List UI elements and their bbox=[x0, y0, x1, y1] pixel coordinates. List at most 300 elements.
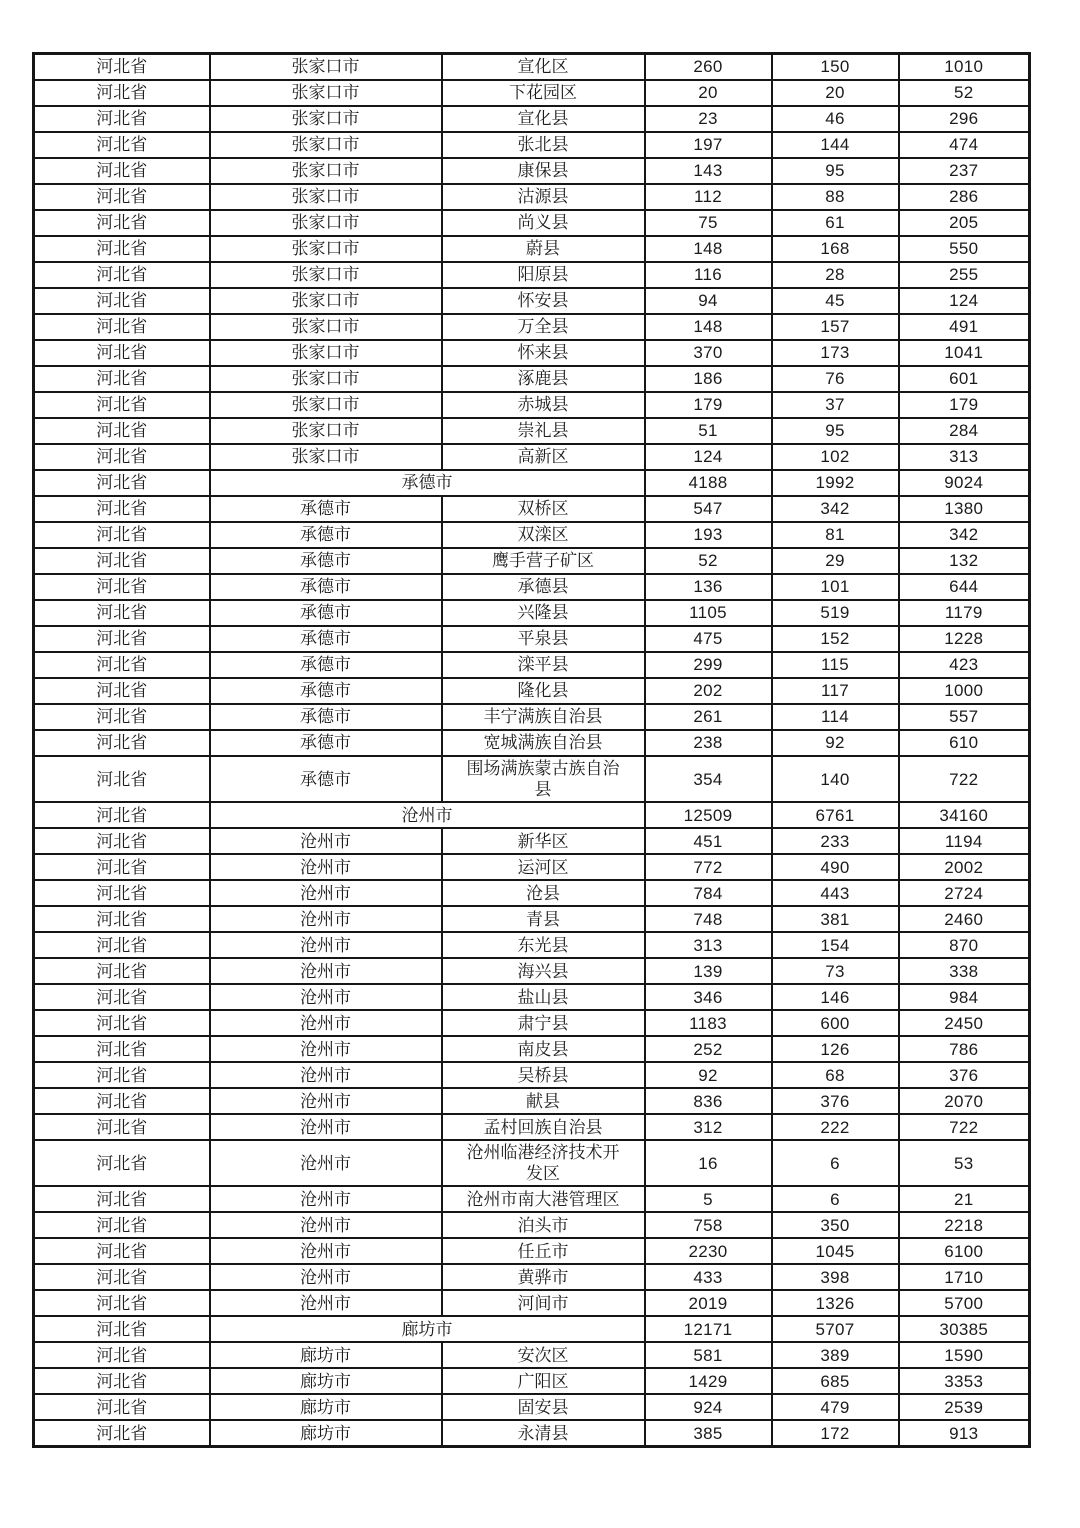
table-row bbox=[34, 548, 1030, 574]
province-cell: 河北省 bbox=[34, 496, 210, 522]
value-cell-2: 173 bbox=[772, 340, 899, 366]
city-cell: 沧州市 bbox=[210, 1010, 442, 1036]
province-cell: 河北省 bbox=[34, 340, 210, 366]
province-cell: 河北省 bbox=[34, 1212, 210, 1238]
value-cell-1: 433 bbox=[645, 1264, 772, 1290]
province-cell: 河北省 bbox=[34, 210, 210, 236]
value-cell-1: 1105 bbox=[645, 600, 772, 626]
value-cell-2: 398 bbox=[772, 1264, 899, 1290]
value-cell-3: 1010 bbox=[899, 54, 1030, 81]
district-cell: 兴隆县 bbox=[442, 600, 645, 626]
value-cell-1: 179 bbox=[645, 392, 772, 418]
city-summary-row bbox=[34, 470, 1030, 496]
value-cell-2: 490 bbox=[772, 854, 899, 880]
city-cell: 承德市 bbox=[210, 522, 442, 548]
city-cell: 张家口市 bbox=[210, 54, 442, 81]
value-cell-1: 252 bbox=[645, 1036, 772, 1062]
value-cell-1: 299 bbox=[645, 652, 772, 678]
district-cell: 青县 bbox=[442, 906, 645, 932]
value-cell-1: 313 bbox=[645, 932, 772, 958]
district-cell: 宣化县 bbox=[442, 106, 645, 132]
value-cell-2: 76 bbox=[772, 366, 899, 392]
statistics-table-container bbox=[32, 52, 1028, 1448]
district-cell: 承德县 bbox=[442, 574, 645, 600]
city-cell: 承德市 bbox=[210, 600, 442, 626]
district-cell: 沽源县 bbox=[442, 184, 645, 210]
value-cell-3: 722 bbox=[899, 1114, 1030, 1140]
district-cell: 安次区 bbox=[442, 1342, 645, 1368]
province-cell: 河北省 bbox=[34, 704, 210, 730]
table-row bbox=[34, 880, 1030, 906]
province-cell: 河北省 bbox=[34, 184, 210, 210]
district-cell: 运河区 bbox=[442, 854, 645, 880]
value-cell-2: 1045 bbox=[772, 1238, 899, 1264]
value-cell-3: 423 bbox=[899, 652, 1030, 678]
city-cell: 张家口市 bbox=[210, 444, 442, 470]
district-cell: 肃宁县 bbox=[442, 1010, 645, 1036]
value-cell-2: 20 bbox=[772, 80, 899, 106]
province-cell: 河北省 bbox=[34, 880, 210, 906]
table-row bbox=[34, 496, 1030, 522]
value-cell-3: 474 bbox=[899, 132, 1030, 158]
city-cell: 沧州市 bbox=[210, 932, 442, 958]
value-cell-3: 557 bbox=[899, 704, 1030, 730]
value-cell-3: 53 bbox=[899, 1140, 1030, 1186]
value-cell-2: 157 bbox=[772, 314, 899, 340]
city-cell: 张家口市 bbox=[210, 158, 442, 184]
value-cell-3: 286 bbox=[899, 184, 1030, 210]
district-cell: 阳原县 bbox=[442, 262, 645, 288]
district-cell: 平泉县 bbox=[442, 626, 645, 652]
district-cell: 赤城县 bbox=[442, 392, 645, 418]
value-cell-1: 136 bbox=[645, 574, 772, 600]
table-row bbox=[34, 522, 1030, 548]
value-cell-3: 2218 bbox=[899, 1212, 1030, 1238]
table-row bbox=[34, 600, 1030, 626]
district-cell: 永清县 bbox=[442, 1420, 645, 1447]
city-cell: 廊坊市 bbox=[210, 1394, 442, 1420]
city-cell: 承德市 bbox=[210, 574, 442, 600]
value-cell-3: 21 bbox=[899, 1186, 1030, 1212]
value-cell-2: 6 bbox=[772, 1140, 899, 1186]
city-cell: 沧州市 bbox=[210, 1036, 442, 1062]
value-cell-1: 748 bbox=[645, 906, 772, 932]
table-row bbox=[34, 1290, 1030, 1316]
value-cell-3: 2450 bbox=[899, 1010, 1030, 1036]
city-cell: 承德市 bbox=[210, 470, 645, 496]
province-cell: 河北省 bbox=[34, 1062, 210, 1088]
value-cell-2: 28 bbox=[772, 262, 899, 288]
table-row bbox=[34, 932, 1030, 958]
value-cell-1: 475 bbox=[645, 626, 772, 652]
value-cell-1: 581 bbox=[645, 1342, 772, 1368]
value-cell-1: 116 bbox=[645, 262, 772, 288]
district-cell: 张北县 bbox=[442, 132, 645, 158]
value-cell-1: 202 bbox=[645, 678, 772, 704]
district-cell: 崇礼县 bbox=[442, 418, 645, 444]
value-cell-2: 102 bbox=[772, 444, 899, 470]
table-row bbox=[34, 678, 1030, 704]
city-cell: 沧州市 bbox=[210, 854, 442, 880]
value-cell-2: 37 bbox=[772, 392, 899, 418]
value-cell-2: 152 bbox=[772, 626, 899, 652]
value-cell-3: 205 bbox=[899, 210, 1030, 236]
value-cell-1: 16 bbox=[645, 1140, 772, 1186]
province-cell: 河北省 bbox=[34, 1368, 210, 1394]
value-cell-2: 92 bbox=[772, 730, 899, 756]
district-cell: 新华区 bbox=[442, 828, 645, 854]
city-summary-row bbox=[34, 802, 1030, 828]
value-cell-1: 1429 bbox=[645, 1368, 772, 1394]
table-row bbox=[34, 1088, 1030, 1114]
value-cell-1: 451 bbox=[645, 828, 772, 854]
city-cell: 廊坊市 bbox=[210, 1368, 442, 1394]
value-cell-3: 5700 bbox=[899, 1290, 1030, 1316]
city-cell: 承德市 bbox=[210, 652, 442, 678]
province-cell: 河北省 bbox=[34, 828, 210, 854]
city-cell: 沧州市 bbox=[210, 1088, 442, 1114]
district-cell: 宣化区 bbox=[442, 54, 645, 81]
value-cell-2: 95 bbox=[772, 158, 899, 184]
value-cell-2: 140 bbox=[772, 756, 899, 802]
value-cell-3: 1041 bbox=[899, 340, 1030, 366]
table-row bbox=[34, 958, 1030, 984]
value-cell-3: 313 bbox=[899, 444, 1030, 470]
table-row bbox=[34, 80, 1030, 106]
city-cell: 张家口市 bbox=[210, 210, 442, 236]
city-cell: 张家口市 bbox=[210, 340, 442, 366]
value-cell-2: 381 bbox=[772, 906, 899, 932]
city-cell: 张家口市 bbox=[210, 236, 442, 262]
province-cell: 河北省 bbox=[34, 984, 210, 1010]
value-cell-1: 193 bbox=[645, 522, 772, 548]
value-cell-1: 2230 bbox=[645, 1238, 772, 1264]
value-cell-3: 786 bbox=[899, 1036, 1030, 1062]
value-cell-2: 150 bbox=[772, 54, 899, 81]
table-row bbox=[34, 1238, 1030, 1264]
district-cell: 涿鹿县 bbox=[442, 366, 645, 392]
value-cell-3: 124 bbox=[899, 288, 1030, 314]
table-row bbox=[34, 704, 1030, 730]
city-cell: 沧州市 bbox=[210, 984, 442, 1010]
value-cell-3: 1179 bbox=[899, 600, 1030, 626]
value-cell-3: 1710 bbox=[899, 1264, 1030, 1290]
value-cell-3: 1228 bbox=[899, 626, 1030, 652]
value-cell-1: 148 bbox=[645, 236, 772, 262]
city-cell: 张家口市 bbox=[210, 262, 442, 288]
value-cell-3: 6100 bbox=[899, 1238, 1030, 1264]
value-cell-1: 139 bbox=[645, 958, 772, 984]
city-cell: 承德市 bbox=[210, 548, 442, 574]
province-cell: 河北省 bbox=[34, 1420, 210, 1447]
table-row bbox=[34, 1264, 1030, 1290]
city-cell: 沧州市 bbox=[210, 828, 442, 854]
city-cell: 沧州市 bbox=[210, 802, 645, 828]
district-cell: 鹰手营子矿区 bbox=[442, 548, 645, 574]
city-cell: 承德市 bbox=[210, 678, 442, 704]
table-row bbox=[34, 1114, 1030, 1140]
table-row bbox=[34, 1010, 1030, 1036]
district-cell: 河间市 bbox=[442, 1290, 645, 1316]
value-cell-2: 168 bbox=[772, 236, 899, 262]
value-cell-1: 260 bbox=[645, 54, 772, 81]
value-cell-2: 68 bbox=[772, 1062, 899, 1088]
table-row bbox=[34, 314, 1030, 340]
value-cell-2: 126 bbox=[772, 1036, 899, 1062]
value-cell-3: 550 bbox=[899, 236, 1030, 262]
province-cell: 河北省 bbox=[34, 1290, 210, 1316]
district-cell: 蔚县 bbox=[442, 236, 645, 262]
district-cell: 东光县 bbox=[442, 932, 645, 958]
value-cell-1: 836 bbox=[645, 1088, 772, 1114]
value-cell-3: 296 bbox=[899, 106, 1030, 132]
city-cell: 承德市 bbox=[210, 496, 442, 522]
value-cell-1: 261 bbox=[645, 704, 772, 730]
value-cell-3: 132 bbox=[899, 548, 1030, 574]
value-cell-2: 342 bbox=[772, 496, 899, 522]
district-cell: 孟村回族自治县 bbox=[442, 1114, 645, 1140]
city-cell: 沧州市 bbox=[210, 880, 442, 906]
table-row bbox=[34, 906, 1030, 932]
value-cell-3: 2539 bbox=[899, 1394, 1030, 1420]
value-cell-1: 20 bbox=[645, 80, 772, 106]
value-cell-2: 233 bbox=[772, 828, 899, 854]
value-cell-2: 350 bbox=[772, 1212, 899, 1238]
district-cell: 康保县 bbox=[442, 158, 645, 184]
city-cell: 承德市 bbox=[210, 626, 442, 652]
table-row bbox=[34, 730, 1030, 756]
value-cell-2: 144 bbox=[772, 132, 899, 158]
province-cell: 河北省 bbox=[34, 652, 210, 678]
province-cell: 河北省 bbox=[34, 236, 210, 262]
value-cell-1: 2019 bbox=[645, 1290, 772, 1316]
district-cell: 怀来县 bbox=[442, 340, 645, 366]
value-cell-2: 29 bbox=[772, 548, 899, 574]
value-cell-2: 389 bbox=[772, 1342, 899, 1368]
value-cell-3: 179 bbox=[899, 392, 1030, 418]
value-cell-1: 924 bbox=[645, 1394, 772, 1420]
value-cell-3: 913 bbox=[899, 1420, 1030, 1447]
province-cell: 河北省 bbox=[34, 600, 210, 626]
district-cell: 任丘市 bbox=[442, 1238, 645, 1264]
value-cell-2: 172 bbox=[772, 1420, 899, 1447]
province-cell: 河北省 bbox=[34, 314, 210, 340]
province-cell: 河北省 bbox=[34, 1114, 210, 1140]
value-cell-1: 758 bbox=[645, 1212, 772, 1238]
city-cell: 张家口市 bbox=[210, 288, 442, 314]
table-row bbox=[34, 288, 1030, 314]
city-summary-row bbox=[34, 1316, 1030, 1342]
table-row bbox=[34, 854, 1030, 880]
province-cell: 河北省 bbox=[34, 1238, 210, 1264]
value-cell-1: 4188 bbox=[645, 470, 772, 496]
value-cell-3: 376 bbox=[899, 1062, 1030, 1088]
value-cell-3: 284 bbox=[899, 418, 1030, 444]
value-cell-2: 376 bbox=[772, 1088, 899, 1114]
province-cell: 河北省 bbox=[34, 392, 210, 418]
province-cell: 河北省 bbox=[34, 1140, 210, 1186]
city-cell: 张家口市 bbox=[210, 366, 442, 392]
value-cell-2: 5707 bbox=[772, 1316, 899, 1342]
value-cell-2: 146 bbox=[772, 984, 899, 1010]
table-row bbox=[34, 1140, 1030, 1186]
district-cell: 丰宁满族自治县 bbox=[442, 704, 645, 730]
value-cell-1: 52 bbox=[645, 548, 772, 574]
province-cell: 河北省 bbox=[34, 470, 210, 496]
value-cell-3: 491 bbox=[899, 314, 1030, 340]
province-cell: 河北省 bbox=[34, 730, 210, 756]
value-cell-3: 30385 bbox=[899, 1316, 1030, 1342]
city-cell: 沧州市 bbox=[210, 958, 442, 984]
district-cell: 沧州临港经济技术开发区 bbox=[442, 1140, 645, 1186]
value-cell-3: 601 bbox=[899, 366, 1030, 392]
value-cell-3: 255 bbox=[899, 262, 1030, 288]
table-row bbox=[34, 418, 1030, 444]
value-cell-3: 3353 bbox=[899, 1368, 1030, 1394]
value-cell-3: 984 bbox=[899, 984, 1030, 1010]
district-cell: 宽城满族自治县 bbox=[442, 730, 645, 756]
province-cell: 河北省 bbox=[34, 1316, 210, 1342]
city-cell: 沧州市 bbox=[210, 1186, 442, 1212]
value-cell-2: 73 bbox=[772, 958, 899, 984]
value-cell-1: 51 bbox=[645, 418, 772, 444]
value-cell-1: 547 bbox=[645, 496, 772, 522]
value-cell-1: 143 bbox=[645, 158, 772, 184]
value-cell-3: 52 bbox=[899, 80, 1030, 106]
value-cell-3: 237 bbox=[899, 158, 1030, 184]
city-cell: 承德市 bbox=[210, 756, 442, 802]
value-cell-3: 644 bbox=[899, 574, 1030, 600]
table-row bbox=[34, 1342, 1030, 1368]
value-cell-2: 222 bbox=[772, 1114, 899, 1140]
city-cell: 廊坊市 bbox=[210, 1420, 442, 1447]
district-cell: 广阳区 bbox=[442, 1368, 645, 1394]
district-cell: 黄骅市 bbox=[442, 1264, 645, 1290]
value-cell-3: 1590 bbox=[899, 1342, 1030, 1368]
value-cell-3: 34160 bbox=[899, 802, 1030, 828]
value-cell-2: 45 bbox=[772, 288, 899, 314]
table-row bbox=[34, 574, 1030, 600]
value-cell-1: 186 bbox=[645, 366, 772, 392]
value-cell-2: 88 bbox=[772, 184, 899, 210]
value-cell-3: 342 bbox=[899, 522, 1030, 548]
value-cell-1: 1183 bbox=[645, 1010, 772, 1036]
city-cell: 张家口市 bbox=[210, 418, 442, 444]
value-cell-3: 2724 bbox=[899, 880, 1030, 906]
province-cell: 河北省 bbox=[34, 932, 210, 958]
province-cell: 河北省 bbox=[34, 1186, 210, 1212]
value-cell-2: 1326 bbox=[772, 1290, 899, 1316]
district-cell: 固安县 bbox=[442, 1394, 645, 1420]
province-cell: 河北省 bbox=[34, 1394, 210, 1420]
district-cell: 尚义县 bbox=[442, 210, 645, 236]
value-cell-1: 312 bbox=[645, 1114, 772, 1140]
table-row bbox=[34, 1420, 1030, 1447]
district-cell: 下花园区 bbox=[442, 80, 645, 106]
value-cell-3: 2460 bbox=[899, 906, 1030, 932]
province-cell: 河北省 bbox=[34, 548, 210, 574]
value-cell-3: 722 bbox=[899, 756, 1030, 802]
province-cell: 河北省 bbox=[34, 444, 210, 470]
value-cell-2: 61 bbox=[772, 210, 899, 236]
table-row bbox=[34, 184, 1030, 210]
province-cell: 河北省 bbox=[34, 626, 210, 652]
value-cell-2: 46 bbox=[772, 106, 899, 132]
table-row bbox=[34, 132, 1030, 158]
value-cell-3: 1194 bbox=[899, 828, 1030, 854]
district-cell: 双桥区 bbox=[442, 496, 645, 522]
value-cell-3: 1380 bbox=[899, 496, 1030, 522]
value-cell-2: 1992 bbox=[772, 470, 899, 496]
value-cell-1: 238 bbox=[645, 730, 772, 756]
value-cell-1: 370 bbox=[645, 340, 772, 366]
city-cell: 张家口市 bbox=[210, 314, 442, 340]
table-row bbox=[34, 210, 1030, 236]
province-cell: 河北省 bbox=[34, 158, 210, 184]
province-cell: 河北省 bbox=[34, 262, 210, 288]
province-cell: 河北省 bbox=[34, 1036, 210, 1062]
table-row bbox=[34, 1368, 1030, 1394]
value-cell-3: 1000 bbox=[899, 678, 1030, 704]
province-cell: 河北省 bbox=[34, 958, 210, 984]
province-cell: 河北省 bbox=[34, 366, 210, 392]
city-cell: 张家口市 bbox=[210, 106, 442, 132]
value-cell-2: 600 bbox=[772, 1010, 899, 1036]
value-cell-1: 124 bbox=[645, 444, 772, 470]
value-cell-1: 75 bbox=[645, 210, 772, 236]
district-cell: 吴桥县 bbox=[442, 1062, 645, 1088]
value-cell-2: 6 bbox=[772, 1186, 899, 1212]
value-cell-3: 2002 bbox=[899, 854, 1030, 880]
province-cell: 河北省 bbox=[34, 418, 210, 444]
value-cell-1: 197 bbox=[645, 132, 772, 158]
table-row bbox=[34, 262, 1030, 288]
value-cell-2: 114 bbox=[772, 704, 899, 730]
city-cell: 沧州市 bbox=[210, 1114, 442, 1140]
table-row bbox=[34, 652, 1030, 678]
district-cell: 隆化县 bbox=[442, 678, 645, 704]
value-cell-3: 870 bbox=[899, 932, 1030, 958]
table-row bbox=[34, 756, 1030, 802]
value-cell-3: 9024 bbox=[899, 470, 1030, 496]
value-cell-1: 23 bbox=[645, 106, 772, 132]
value-cell-2: 685 bbox=[772, 1368, 899, 1394]
province-cell: 河北省 bbox=[34, 106, 210, 132]
district-cell: 献县 bbox=[442, 1088, 645, 1114]
value-cell-1: 94 bbox=[645, 288, 772, 314]
value-cell-3: 610 bbox=[899, 730, 1030, 756]
value-cell-1: 385 bbox=[645, 1420, 772, 1447]
table-row bbox=[34, 54, 1030, 81]
value-cell-1: 148 bbox=[645, 314, 772, 340]
province-cell: 河北省 bbox=[34, 1342, 210, 1368]
city-cell: 廊坊市 bbox=[210, 1316, 645, 1342]
value-cell-1: 354 bbox=[645, 756, 772, 802]
table-row bbox=[34, 1394, 1030, 1420]
province-cell: 河北省 bbox=[34, 906, 210, 932]
table-row bbox=[34, 1186, 1030, 1212]
city-cell: 承德市 bbox=[210, 730, 442, 756]
city-cell: 沧州市 bbox=[210, 1290, 442, 1316]
district-cell: 滦平县 bbox=[442, 652, 645, 678]
province-cell: 河北省 bbox=[34, 54, 210, 81]
city-cell: 张家口市 bbox=[210, 392, 442, 418]
value-cell-2: 154 bbox=[772, 932, 899, 958]
table-row bbox=[34, 236, 1030, 262]
province-cell: 河北省 bbox=[34, 1010, 210, 1036]
city-cell: 沧州市 bbox=[210, 1238, 442, 1264]
value-cell-1: 92 bbox=[645, 1062, 772, 1088]
